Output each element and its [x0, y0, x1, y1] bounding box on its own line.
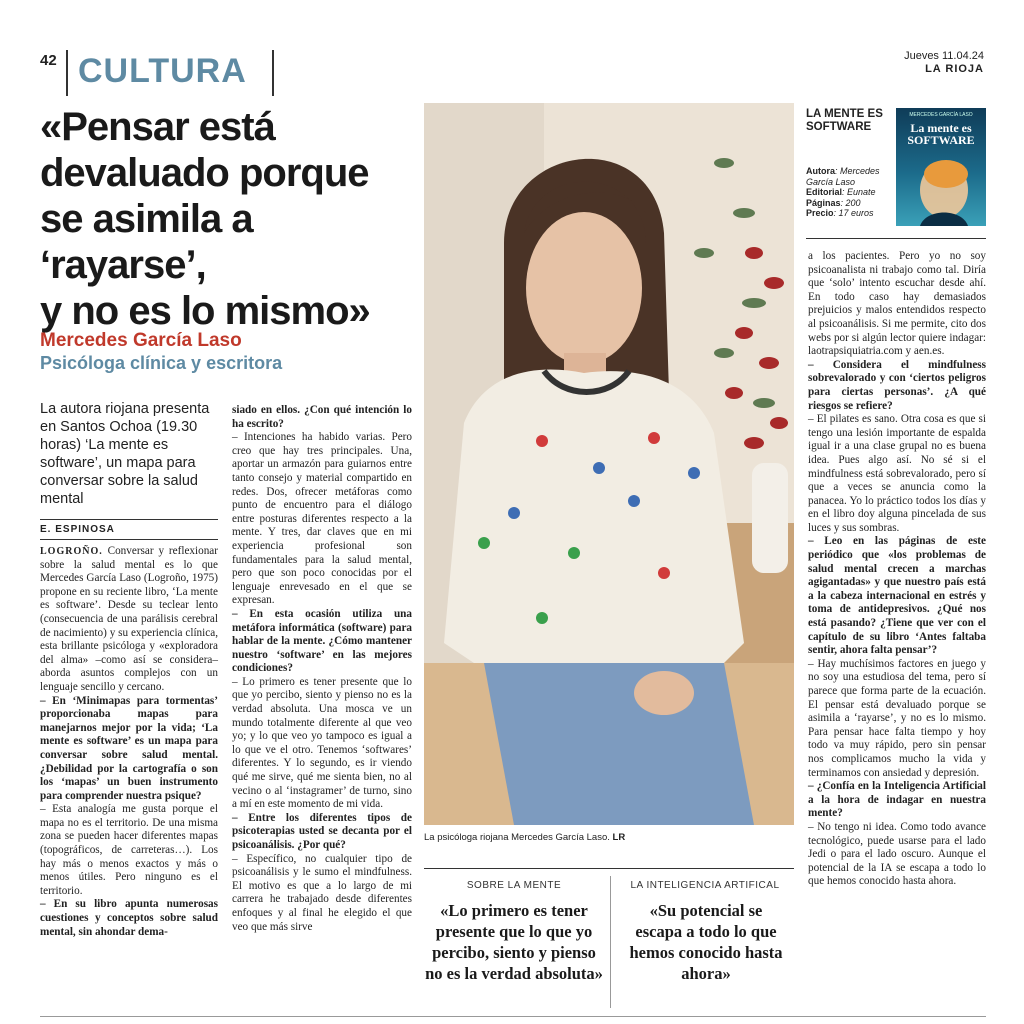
interviewee-role: Psicóloga clínica y escritora [40, 353, 283, 373]
book-cover [896, 108, 986, 226]
answer: – El pilates es sano. Otra cosa es que si tengo una lesión importante de espalda igual ir a una clase grupal no es buena idea. Pues algo así. No sé si el mindfulness está sobrevalorado, pero sí que a veces se anuncia como la panacea. Yo lo práctico todos los días y en el libro doy alguna pincelada de sus luces y sus sombras. [808, 413, 986, 534]
answer: a los pacientes. Pero yo no soy psicoanalista ni trabajo como tal. Diría que ‘solo’ intento escuchar desde ahí. En todo caso hay demasiados prejuicios y malos entendidos respecto al psicoanálisis. Si me permite, cito dos webs por si algún lector quiere indagar: laotrapsiquiatria.com y aen.es. [808, 250, 986, 358]
section-divider-right [272, 50, 274, 96]
answer: – Específico, no cualquier tipo de psicoanálisis y le sumo el mindfulness. El motivo es que a lo largo de mi carrera he trabajado desde diferentes enfoques y al final he elegido el que veo que más sirve [232, 852, 412, 933]
section-title: CULTURA [78, 52, 247, 90]
answer: – Intenciones ha habido varias. Pero creo que hay tres principales. Una, aportar un armazón para guiarnos entre tanto consejo y material compartido en redes. Dos, ofrecer metáforas como punto de encuentro para el diálogo entre posturas diferentes respecto a la mente. Y tres, dar claves que en mi experiencia profesional son fundamentales para la salud mental, pero que son poco conocidas por el lenguaje enrevesado en el que se expresan. [232, 431, 412, 607]
book-author: Autora: Mercedes García Laso [806, 166, 880, 187]
book-cover-author: MERCEDES GARCÍA LASO [909, 112, 973, 118]
article-column-1 [40, 545, 218, 939]
headline-line-3: se asimila a ‘rayarse’, [40, 197, 253, 287]
pullquote-text: «Lo primero es tener presente que lo que yo percibo, siento y pienso no es la verdad absoluta» [425, 901, 603, 983]
article-column-4 [808, 250, 986, 889]
book-details [806, 166, 896, 219]
pullquote-rule [424, 868, 794, 869]
book-title: LA MENTE ES SOFTWARE [806, 108, 883, 133]
lede-rule [40, 519, 218, 520]
paragraph: LOGROÑO. Conversar y reflexionar sobre la salud mental es lo que Mercedes García Laso (Logroño, 1975) propone en su reciente libro, ‘La mente es software’. Desde su teclear lento (consecuencia de una parálisis cerebral de nacimiento) y su experiencia clínica, esta brillante psicóloga y «exploradora del alma» –como así se considera– aborda asuntos complejos con un lenguaje sencillo y cercano. [40, 545, 218, 693]
book-publisher: Editorial: Eunate [806, 187, 876, 197]
question: – En su libro apunta numerosas cuestiones y conceptos sobre salud mental, sin ahondar dema- [40, 898, 218, 938]
headline [40, 104, 420, 334]
newspaper-name: LA RIOJA [925, 63, 984, 75]
date-block [904, 50, 984, 76]
book-price: Precio: 17 euros [806, 208, 874, 218]
section-divider-left [66, 50, 68, 96]
question: – ¿Confía en la Inteligencia Artificial a la hora de indagar en nuestra mente? [808, 780, 986, 820]
pullquote-text: «Su potencial se escapa a todo lo que hemos conocido hasta ahora» [629, 901, 783, 983]
pullquote-label: LA INTELIGENCIA ARTIFICAL [630, 880, 780, 891]
book-cover-art [896, 108, 986, 226]
book-pages: Páginas: 200 [806, 197, 861, 208]
byline-rule [40, 539, 218, 540]
answer: – Lo primero es tener presente que lo que yo percibo, siento y pienso no es la verdad absoluta. Una mosca ve un mundo totalmente diferente al que veo yo; y lo que veo yo tampoco es igual a lo que ve el otro. Tenemos ‘softwares’ diferentes. Y lo segundo, es ir viendo qué me sirve, qué me sienta bien, no al vecino o al ‘instagramer’ de turno, sino a mí en este momento de mi vida. [232, 675, 412, 811]
question: siado en ellos. ¿Con qué intención lo ha escrito? [232, 404, 412, 430]
question: – Entre los diferentes tipos de psicoterapias usted se decanta por el psicoanálisis. ¿Por qué? [232, 811, 412, 851]
bottom-rule [40, 1016, 986, 1017]
answer: – Hay muchísimos factores en juego y no soy una estudiosa del tema, pero sí parece que forma parte de la ecuación. El pensar está devaluado porque se asimila a ‘rayarse’, y no es lo mismo. Para pensar hace falta tiempo y hoy todo va muy rápido, pero sin pensar nos complicamos mucho la vida y terminamos con ansiedad y depresión. [808, 657, 986, 779]
photo-caption: La psicóloga riojana Mercedes García Laso. LR [424, 832, 626, 843]
article-column-2 [232, 404, 412, 934]
page-number: 42 [40, 52, 57, 69]
pullquote-divider [610, 876, 611, 1008]
question: – Leo en las páginas de este periódico que «los problemas de salud mental crecen a marchas agigantadas» y que nuestro país está a la cabeza internacional en estrés y toma de antidepresivos. ¿Qué nos está pasando? ¿Tiene que ver con el capítulo de su libro ‘Antes faltaba sentir, ahora falta pensar’? [808, 535, 986, 657]
headline-line-2: devaluado porque [40, 151, 369, 195]
headline-line-4: y no es lo mismo» [40, 289, 370, 333]
interviewee-name: Mercedes García Laso [40, 330, 242, 351]
question: – En esta ocasión utiliza una metáfora informática (software) para hablar de la mente. ¿Cómo mantener nuestro ‘software’ en las mejores condiciones? [232, 607, 412, 675]
answer: – Esta analogía me gusta porque el mapa no es el territorio. De una misma zona se pueden hacer diferentes mapas (topográficos, de carreteras…). Los hay más o menos exactos y más o menos útiles. Pero ninguno es el territorio. [40, 803, 218, 897]
issue-date: Jueves 11.04.24 [904, 50, 984, 62]
byline: E. ESPINOSA [40, 524, 115, 535]
answer: – No tengo ni idea. Como todo avance tecnológico, puede usarse para el lado Jedi o para el lado oscuro. Aunque el potencial de la IA se escapa a todo lo que hemos conocido hasta ahora. [808, 820, 986, 888]
headline-line-1: «Pensar está [40, 105, 275, 149]
portrait-photo [424, 103, 794, 825]
question: – En ‘Minimapas para tormentas’ proporcionaba mapas para manejarnos mejor por la vida; ‘La mente es software’ es un mapa para conversar sobre salud mental. ¿Debilidad por la cartografía o son los ‘mapas’ un buen instrumento para comprender nuestra psique? [40, 694, 218, 802]
portrait-illustration [424, 103, 794, 825]
lede: La autora riojana presenta en Santos Ochoa (19.30 horas) ‘La mente es software’, un mapa para conversar sobre la salud mental [40, 401, 210, 507]
question: – Considera el mindfulness sobrevalorado y con ‘ciertos peligros para ciertas personas’. ¿A qué riesgos se refiere? [808, 358, 986, 412]
pullquote-label: SOBRE LA MENTE [466, 880, 562, 891]
book-box-rule [806, 238, 986, 239]
book-cover-title: La mente es SOFTWARE [907, 121, 975, 147]
